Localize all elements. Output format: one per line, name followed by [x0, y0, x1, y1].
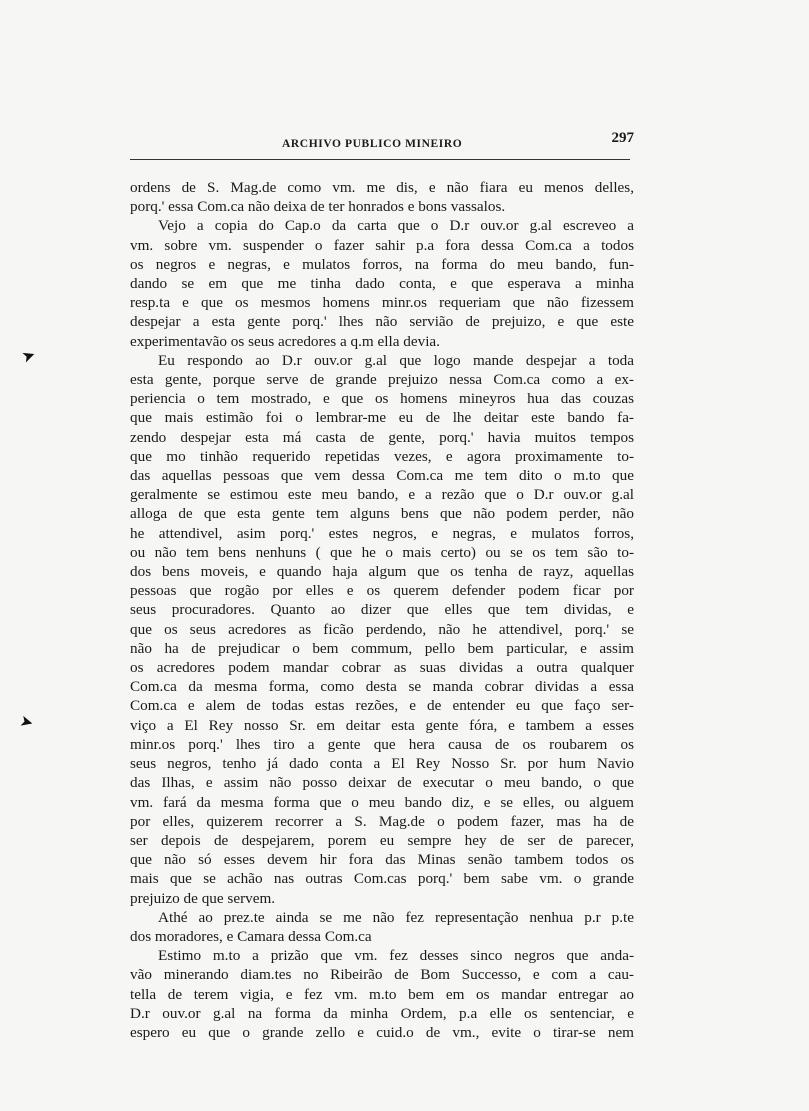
running-header — [130, 130, 634, 158]
text-line: Com.ca da mesma forma, como desta se manda cobrar dividas a essa — [130, 678, 634, 696]
text-line: que não só esses devem hir fora das Minas senão tambem todos os — [130, 851, 634, 869]
text-line: vm. sobre vm. suspender o fazer sahir p.a fora dessa Com.ca a todos — [130, 236, 634, 254]
text-line: que os seus acredores as ficão perdendo, não he attendivel, porq.' se — [130, 620, 634, 638]
text-line: D.r ouv.or g.al na forma da minha Ordem, p.a elle os sentenciar, e — [130, 1004, 634, 1022]
text-line: Eu respondo ao D.r ouv.or g.al que logo mande despejar a toda — [158, 351, 634, 369]
text-line: seus negros, tenho já dado conta a El Rey Nosso Sr. por hum Navio — [130, 755, 634, 773]
text-line: Athé ao prez.te ainda se me não fez representação nenhua p.r p.te — [158, 908, 634, 926]
text-line: minr.os porq.' lhes tiro a gente que hera causa de os roubarem os — [130, 735, 634, 753]
text-line: periencia o tem mostrado, e que os homens mineyros hua das couzas — [130, 390, 634, 408]
text-line: seus procuradores. Quanto ao dizer que elles que tem dividas, e — [130, 601, 634, 619]
text-line: dos moradores, e Camara dessa Com.ca — [130, 927, 372, 945]
text-line: experimentavão os seus acredores a q.m ella devia. — [130, 332, 440, 350]
text-line: pessoas que rogão por elles e os querem defender podem ficar por — [130, 582, 634, 600]
text-line: Estimo m.to a prizão que vm. fez desses sinco negros que anda- — [158, 947, 634, 965]
text-line: he attendivel, asim porq.' estes negros, e negras, e mulatos forros, — [130, 524, 634, 542]
text-line: despejar a esta gente porq.' lhes não servião de prejuizo, e que este — [130, 313, 634, 331]
text-line: por elles, quizerem recorrer a S. Mag.de o podem fazer, mas ha de — [130, 812, 634, 830]
text-line: ou não tem bens nenhuns ( que he o mais certo) ou se os tem são to- — [130, 543, 634, 561]
text-line: que mais estimão foi o lembrar-me eu de lhe deitar este bando fa- — [130, 409, 634, 427]
text-line: ser depois de despejarem, porem eu sempre hey de ser de parecer, — [130, 831, 634, 849]
text-line: porq.' essa Com.ca não deixa de ter honrados e bons vassalos. — [130, 198, 506, 216]
text-line: que mo tinhão requerido repetidas vezes, e agora proximamente to- — [130, 447, 634, 465]
text-line: os negros e negras, e mulatos forros, na forma do meu bando, fun- — [130, 255, 634, 273]
text-line: dos bens moveis, e quando haja algum que os tenha de rayz, aquellas — [130, 563, 634, 581]
text-line: espero eu que o grande zello e cuid.o de vm., evite o tirar-se nem — [130, 1023, 634, 1041]
text-line: não ha de prejudicar o bem commum, pello bem particular, e assim — [130, 639, 634, 657]
text-line: os acredores podem mandar cobrar as suas dividas a outra qualquer — [130, 659, 634, 677]
header-title: ARCHIVO PUBLICO MINEIRO — [282, 138, 463, 150]
letter-body — [130, 178, 634, 1042]
text-line: viço a El Rey nosso Sr. em deitar esta gente fóra, e tambem a esses — [130, 716, 634, 734]
text-line: dando se em que me tinha dado conta, e que esperava a minha — [130, 275, 634, 293]
header-rule — [130, 159, 630, 160]
text-line: das aquellas pessoas que vem dessa Com.ca me tem dito o m.to que — [130, 467, 634, 485]
page-number: 297 — [611, 130, 634, 146]
text-line: resp.ta e que os mesmos homens minr.os requeriam que não fizessem — [130, 294, 634, 312]
text-line: das Ilhas, e assim não posso deixar de executar o meu bando, o que — [130, 774, 634, 792]
text-line: Com.ca e alem de todas estas rezões, e de entender eu que faço ser- — [130, 697, 634, 715]
text-line: mais que se achão nas outras Com.cas porq.' bem sabe vm. o grande — [130, 870, 634, 888]
text-line: vm. fará da mesma forma que o meu bando diz, e se elles, ou alguem — [130, 793, 634, 811]
text-line: Vejo a copia do Cap.o da carta que o D.r ouv.or g.al escreveo a — [158, 217, 634, 235]
text-line: prejuizo de que servem. — [130, 889, 276, 907]
text-line: ordens de S. Mag.de como vm. me dis, e não fiara eu menos delles, — [130, 179, 634, 196]
text-line: vão minerando diam.tes no Ribeirão de Bom Successo, e com a cau- — [130, 966, 634, 984]
text-line: alloga de que esta gente tem alguns bens que não podem perder, não — [130, 505, 634, 523]
text-line: geralmente se estimou este meu bando, e a rezão que o D.r ouv.or g.al — [130, 486, 634, 504]
text-line: esta gente, porque serve de grande prejuizo nessa Com.ca como a ex- — [130, 371, 634, 389]
text-line: tella de terem vigia, e fez vm. m.to bem em os mandar entregar ao — [130, 985, 634, 1003]
arrow-mark-icon: ➤ — [17, 712, 36, 733]
text-line: zendo despejar esta má casta de gente, porq.' havia muitos tempos — [130, 428, 634, 446]
arrow-mark-icon: ➤ — [19, 346, 39, 367]
